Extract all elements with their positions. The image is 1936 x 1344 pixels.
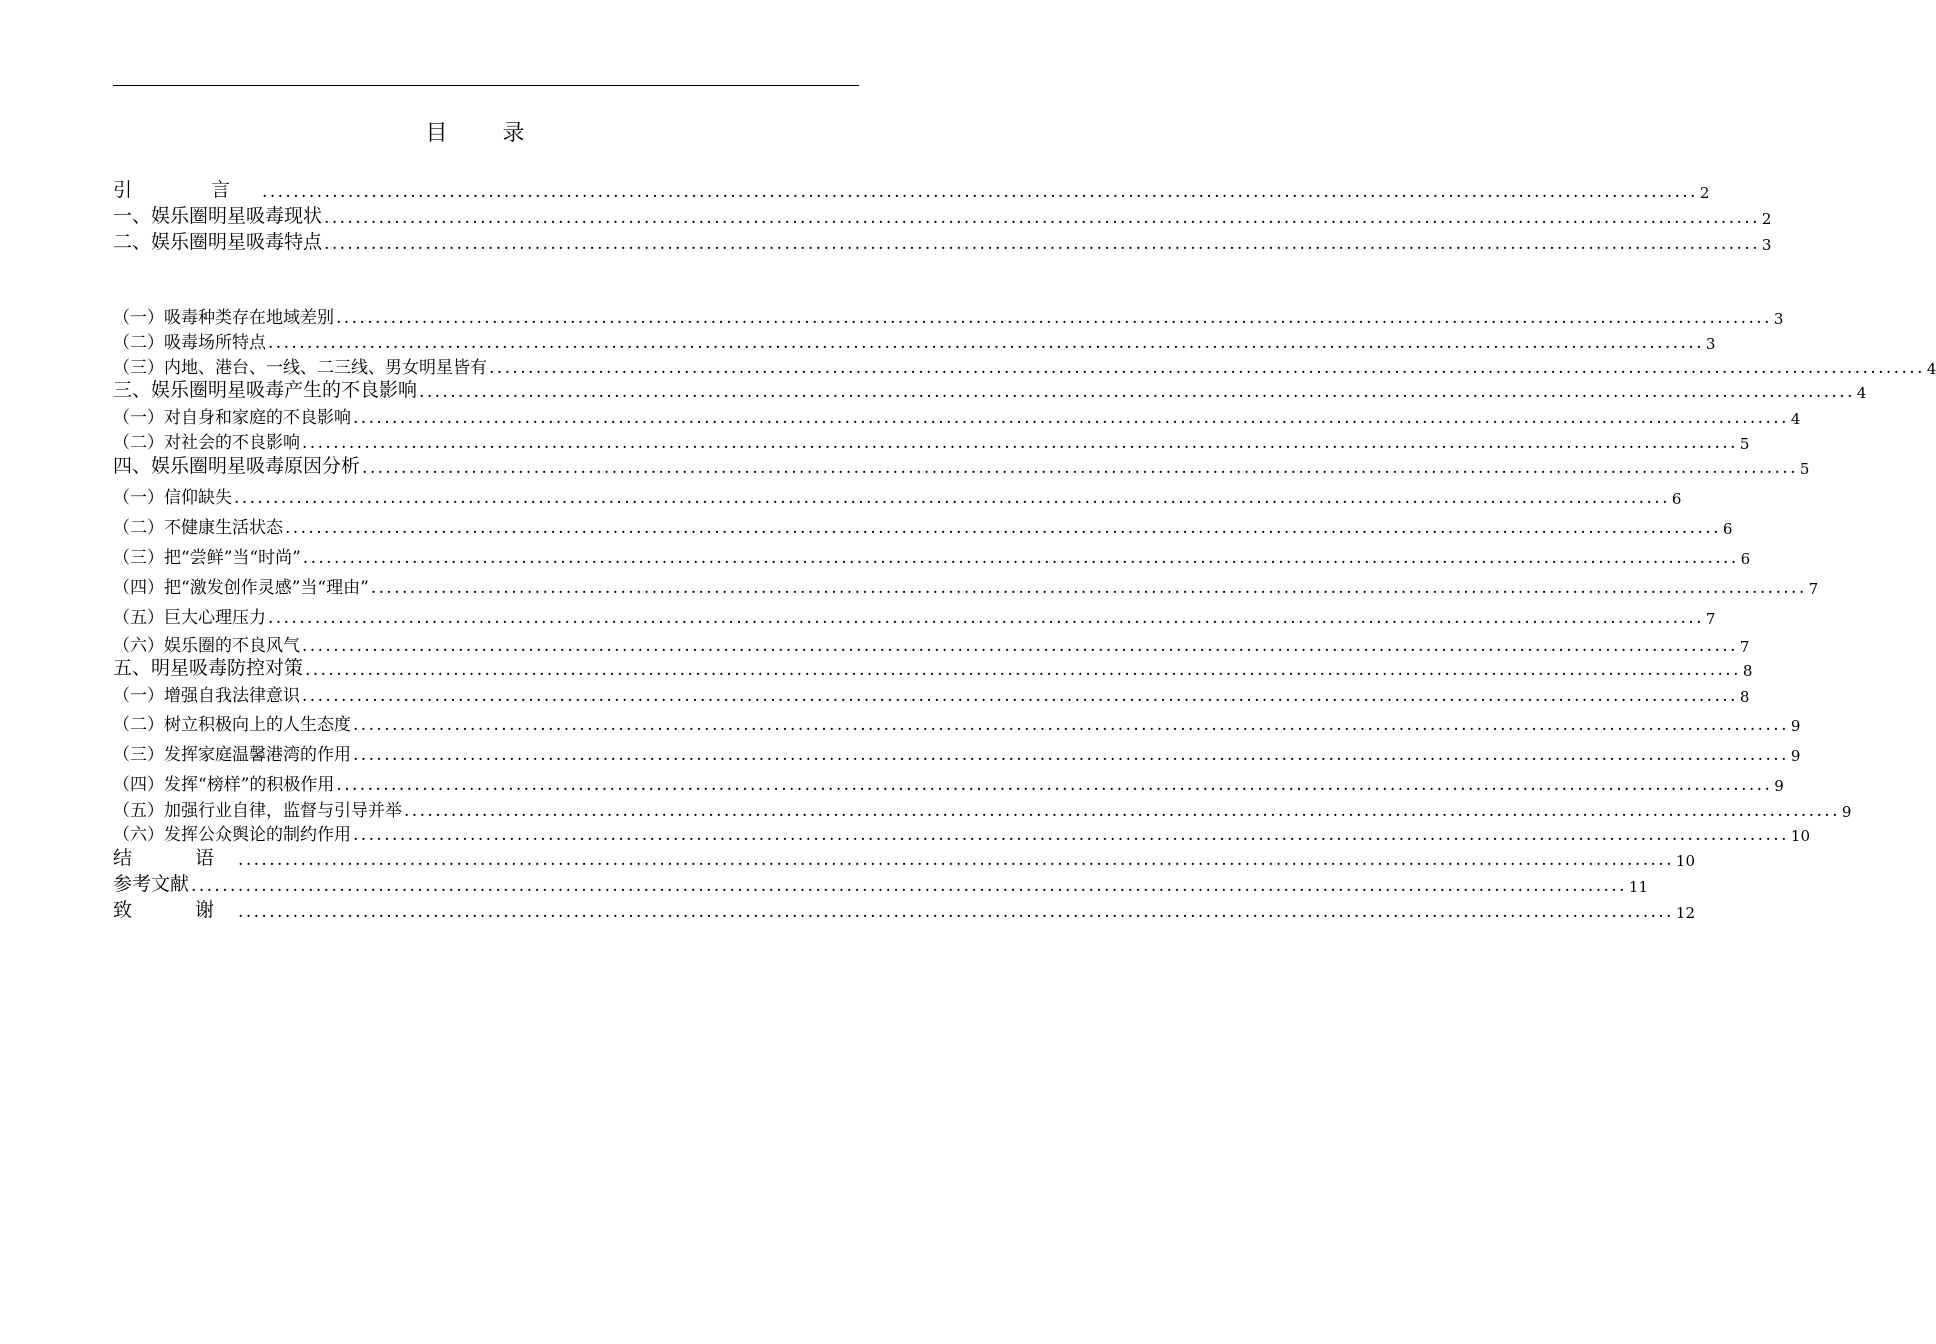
dot-leader: [268, 608, 1704, 628]
toc-entry[interactable]: [113, 329, 1715, 353]
toc-entry[interactable]: [113, 604, 1715, 628]
toc-entry[interactable]: [113, 514, 1732, 538]
toc-entry-page: 3: [1773, 310, 1784, 328]
page-title: 目 录: [425, 121, 549, 146]
toc-entry-page: 5: [1739, 435, 1750, 453]
toc-entry[interactable]: [113, 429, 1749, 453]
toc-entry[interactable]: [113, 378, 1866, 402]
dot-leader: [353, 825, 1789, 845]
toc-entry-page: 9: [1790, 717, 1801, 735]
toc-entry-label: 一、娱乐圈明星吸毒现状: [113, 205, 323, 227]
toc-entry[interactable]: [113, 821, 1810, 845]
dot-leader: [419, 382, 1855, 402]
toc-entry-page: 5: [1799, 460, 1810, 478]
toc-entry-page: 2: [1761, 210, 1772, 228]
dot-leader: [404, 801, 1840, 821]
dot-leader: [336, 308, 1772, 328]
dot-leader: [353, 408, 1789, 428]
toc-entry-page: 7: [1739, 638, 1750, 656]
toc-entry[interactable]: [113, 711, 1800, 735]
toc-entry-label: （二）对社会的不良影响: [113, 433, 300, 453]
dot-leader: [371, 578, 1807, 598]
toc-entry-page: 12: [1675, 904, 1696, 922]
toc-entry-label: （三）发挥家庭温馨港湾的作用: [113, 745, 351, 765]
toc-entry-label: 结 语: [113, 847, 237, 869]
toc-entry-label: （六）娱乐圈的不良风气: [113, 636, 300, 656]
toc-entry-label: 四、娱乐圈明星吸毒原因分析: [113, 455, 361, 477]
toc-entry-label: （四）把“激发创作灵感”当“理由”: [113, 578, 369, 598]
toc-entry[interactable]: [113, 898, 1695, 922]
toc-entry-label: （三）把“尝鲜”当“时尚”: [113, 548, 301, 568]
toc-entry[interactable]: [113, 656, 1752, 680]
toc-entry-page: 10: [1675, 852, 1696, 870]
toc-entry[interactable]: [113, 872, 1648, 896]
toc-entry-page: 9: [1841, 803, 1852, 821]
toc-entry[interactable]: [113, 574, 1818, 598]
toc-entry-label: （一）吸毒种类存在地域差别: [113, 308, 334, 328]
toc-entry-page: 4: [1856, 384, 1867, 402]
toc-entry-page: 8: [1739, 688, 1750, 706]
toc-entry-page: 4: [1926, 360, 1936, 378]
toc-entry-label: （一）增强自我法律意识: [113, 686, 300, 706]
toc-entry[interactable]: [113, 454, 1809, 478]
toc-entry-page: 9: [1790, 747, 1801, 765]
toc-entry-page: 7: [1705, 610, 1716, 628]
toc-entry-label: 二、娱乐圈明星吸毒特点: [113, 231, 323, 253]
dot-leader: [302, 433, 1738, 453]
toc-entry-label: （五）加强行业自律，监督与引导并举: [113, 801, 402, 821]
toc-entry[interactable]: [113, 484, 1681, 508]
dot-leader: [336, 775, 1772, 795]
toc-entry-label: （二）树立积极向上的人生态度: [113, 715, 351, 735]
dot-leader: [362, 458, 1798, 478]
dot-leader: [303, 548, 1739, 568]
toc-entry[interactable]: [113, 544, 1750, 568]
toc-entry-label: （四）发挥“榜样”的积极作用: [113, 775, 335, 795]
toc-entry-label: 引 言: [113, 179, 261, 201]
toc-entry-page: 11: [1628, 878, 1649, 896]
toc-entry[interactable]: [113, 797, 1851, 821]
dot-leader: [238, 902, 1674, 922]
dot-leader: [238, 850, 1674, 870]
toc-entry[interactable]: [113, 204, 1771, 228]
toc-entry-label: 致 谢: [113, 899, 237, 921]
toc-entry-page: 10: [1790, 827, 1810, 845]
dot-leader: [262, 182, 1698, 202]
dot-leader: [191, 876, 1627, 896]
toc-entry-page: 9: [1774, 777, 1784, 795]
toc-entry-page: 8: [1742, 662, 1753, 680]
dot-leader: [285, 518, 1721, 538]
toc-entry-label: （一）信仰缺失: [113, 488, 232, 508]
toc-entry[interactable]: [113, 230, 1771, 254]
toc-entry[interactable]: [113, 304, 1783, 328]
dot-leader: [302, 686, 1738, 706]
toc-entry-label: 三、娱乐圈明星吸毒产生的不良影响: [113, 379, 418, 401]
toc-entry-label: （一）对自身和家庭的不良影响: [113, 408, 351, 428]
toc-entry-page: 3: [1761, 236, 1772, 254]
toc-entry-label: （六）发挥公众舆论的制约作用: [113, 825, 351, 845]
dot-leader: [489, 358, 1925, 378]
toc-entry-label: （五）巨大心理压力: [113, 608, 266, 628]
toc-entry-page: 6: [1722, 520, 1733, 538]
toc-entry-page: 2: [1699, 184, 1710, 202]
toc-entry-page: 3: [1705, 335, 1716, 353]
dot-leader: [324, 208, 1760, 228]
toc-entry-page: 6: [1671, 490, 1682, 508]
dot-leader: [268, 333, 1704, 353]
toc-entry-page: 7: [1808, 580, 1819, 598]
toc-entry[interactable]: [113, 741, 1800, 765]
toc-entry-label: （二）不健康生活状态: [113, 518, 283, 538]
toc-entry[interactable]: [113, 404, 1800, 428]
dot-leader: [353, 715, 1789, 735]
dot-leader: [324, 234, 1760, 254]
toc-entry[interactable]: [113, 846, 1695, 870]
toc-entry-label: 五、明星吸毒防控对策: [113, 657, 304, 679]
toc-entry[interactable]: [113, 178, 1709, 202]
toc-entry-page: 6: [1740, 550, 1751, 568]
toc-entry[interactable]: [113, 771, 1784, 795]
dot-leader: [305, 660, 1741, 680]
toc-entry-page: 4: [1790, 410, 1801, 428]
header-rule: [113, 85, 859, 86]
dot-leader: [234, 488, 1670, 508]
toc-entry[interactable]: [113, 632, 1749, 656]
toc-entry-label: （三）内地、港台、一线、二三线、男女明星皆有: [113, 358, 487, 378]
toc-entry-label: （二）吸毒场所特点: [113, 333, 266, 353]
dot-leader: [353, 745, 1789, 765]
dot-leader: [302, 636, 1738, 656]
toc-entry-label: 参考文献: [113, 873, 190, 895]
toc-entry[interactable]: [113, 682, 1749, 706]
